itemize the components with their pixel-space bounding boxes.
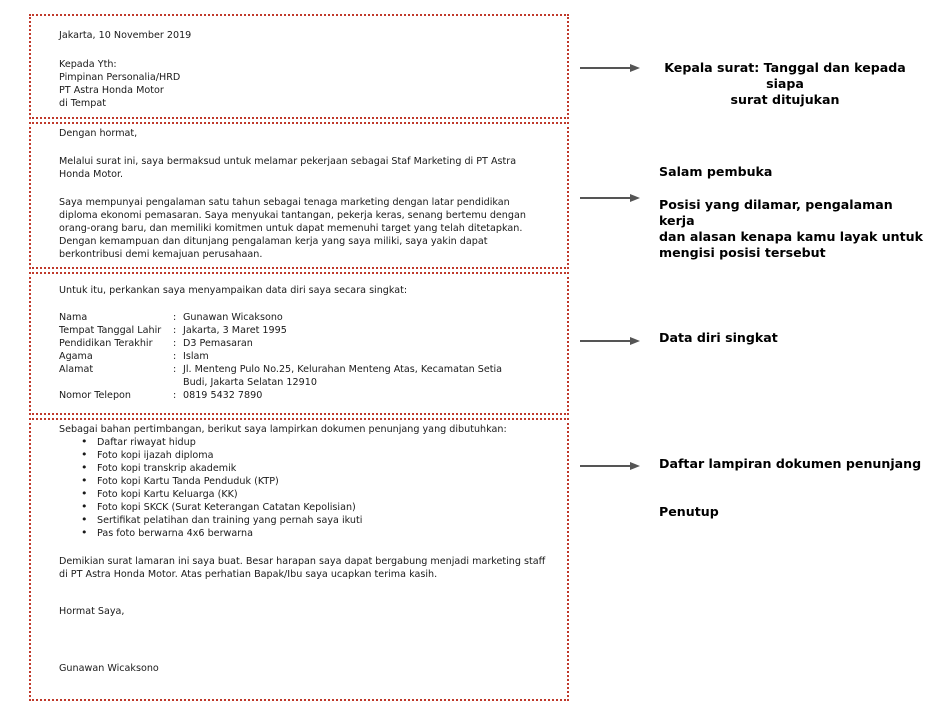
letter-opening — [59, 127, 526, 261]
paragraph-line: Saya mempunyai pengalaman satu tahun sebagai tenaga marketing dengan latar pendidikan — [59, 197, 510, 208]
annotation-kepala-surat: Kepala surat: Tanggal dan kepada siapa surat ditujukan — [664, 60, 906, 107]
annotation-data-diri: Data diri singkat — [659, 330, 778, 345]
annotation-penutup: Penutup — [659, 504, 719, 519]
closing-line: di PT Astra Honda Motor. Atas perhatian Bapak/Ibu saya ucapkan terima kasih. — [59, 569, 438, 580]
data-row: Nomor Telepon : 0819 5432 7890 — [59, 390, 263, 401]
arrow-right-icon — [580, 461, 640, 471]
salutation: Dengan hormat, — [59, 128, 138, 139]
letter-personal-data — [59, 284, 502, 402]
list-item: • Foto kopi Kartu Keluarga (KK) — [81, 488, 545, 501]
list-item: • Daftar riwayat hidup — [81, 436, 545, 449]
arrow-right-icon — [580, 193, 640, 203]
recipient-line: PT Astra Honda Motor — [59, 85, 164, 96]
personal-data-intro: Untuk itu, perkankan saya menyampaikan data diri saya secara singkat: — [59, 285, 408, 296]
annotation-lampiran: Daftar lampiran dokumen penunjang — [659, 456, 922, 471]
data-row: Tempat Tanggal Lahir : Jakarta, 3 Maret 1995 — [59, 325, 287, 336]
paragraph-line: orang-orang baru, dan memiliki komitmen untuk dapat memenuhi target yang telah ditetapkan. — [59, 223, 523, 234]
recipient-label: Kepada Yth: — [59, 59, 117, 70]
annotation-posisi: Posisi yang dilamar, pengalaman kerja dan alasan kenapa kamu layak untuk mengisi posisi tersebut — [659, 197, 923, 260]
list-item: • Sertifikat pelatihan dan training yang pernah saya ikuti — [81, 514, 545, 527]
attachment-list — [59, 436, 545, 540]
list-item: • Foto kopi ijazah diploma — [81, 449, 545, 462]
arrow-right-icon — [580, 63, 640, 73]
data-row: Pendidikan Terakhir : D3 Pemasaran — [59, 338, 253, 349]
paragraph-line: Honda Motor. — [59, 169, 124, 180]
signature-name: Gunawan Wicaksono — [59, 663, 159, 674]
data-row: Budi, Jakarta Selatan 12910 — [183, 377, 317, 388]
attachments-intro: Sebagai bahan pertimbangan, berikut saya lampirkan dokumen penunjang yang dibutuhkan: — [59, 424, 507, 435]
paragraph-line: Dengan kemampuan dan ditunjang pengalaman kerja yang saya miliki, saya yakin dapat — [59, 236, 488, 247]
arrow-right-icon — [580, 336, 640, 346]
list-item: • Foto kopi transkrip akademik — [81, 462, 545, 475]
list-item: • Pas foto berwarna 4x6 berwarna — [81, 527, 545, 540]
list-item: • Foto kopi Kartu Tanda Penduduk (KTP) — [81, 475, 545, 488]
regards: Hormat Saya, — [59, 606, 125, 617]
annotation-salam-pembuka: Salam pembuka — [659, 164, 773, 179]
letter-attachments — [59, 423, 545, 675]
data-row: Alamat : Jl. Menteng Pulo No.25, Kelurahan Menteng Atas, Kecamatan Setia — [59, 364, 503, 375]
paragraph-line: diploma ekonomi pemasaran. Saya menyukai tantangan, pekerja keras, senang bertemu dengan — [59, 210, 526, 221]
list-item: • Foto kopi SKCK (Surat Keterangan Catatan Kepolisian) — [81, 501, 545, 514]
paragraph-line: Melalui surat ini, saya bermaksud untuk melamar pekerjaan sebagai Staf Marketing di PT Astra — [59, 156, 517, 167]
recipient-line: di Tempat — [59, 98, 107, 109]
recipient-line: Pimpinan Personalia/HRD — [59, 72, 181, 83]
letter-header — [59, 29, 191, 110]
closing-line: Demikian surat lamaran ini saya buat. Besar harapan saya dapat bergabung menjadi marketing staff — [59, 556, 546, 567]
data-row: Nama : Gunawan Wicaksono — [59, 312, 283, 323]
letter-date: Jakarta, 10 November 2019 — [59, 30, 192, 41]
data-row: Agama : Islam — [59, 351, 209, 362]
paragraph-line: berkontribusi demi kemajuan perusahaan. — [59, 249, 263, 260]
